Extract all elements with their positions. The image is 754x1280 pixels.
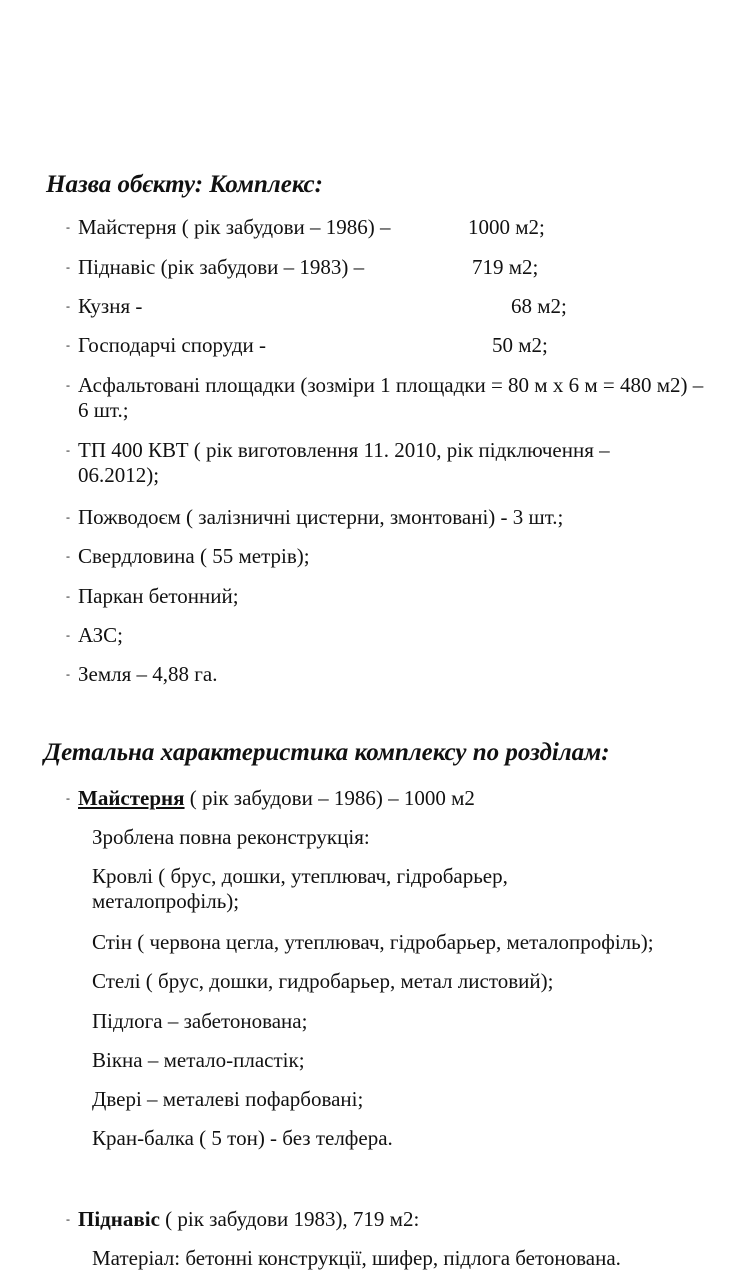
item-text: Пожводоєм ( залізничні цистерни, змонтовані) - 3 шт.;	[78, 505, 564, 529]
item-text: Піднавіс (рік забудови – 1983) –	[78, 255, 365, 279]
bullet-icon: -	[66, 378, 70, 392]
item-text: Майстерня ( рік забудови – 1986) –	[78, 215, 391, 239]
section-line: Вікна – метало-пластік;	[92, 1048, 305, 1072]
section-line: Зроблена повна реконструкція:	[92, 825, 370, 849]
bullet-icon: -	[66, 667, 70, 681]
bullet-icon: -	[66, 1212, 70, 1226]
item-text: Земля – 4,88 га.	[78, 662, 218, 686]
section-title: Майстерня	[78, 786, 185, 810]
bullet-icon: -	[66, 589, 70, 603]
section-title-workshop	[66, 786, 714, 811]
section-title-rest: ( рік забудови – 1986) – 1000 м2	[184, 786, 475, 810]
item-text: АЗС;	[78, 623, 124, 647]
section-title-canopy	[66, 1207, 714, 1232]
item-area: 68 м2;	[511, 294, 567, 318]
list-item	[66, 662, 714, 687]
item-text: Господарчі споруди -	[78, 333, 267, 357]
item-text: Асфальтовані площадки (зозміри 1 площадки = 80 м х 6 м = 480 м2) – 6 шт.;	[78, 373, 704, 422]
list-item	[66, 438, 666, 488]
section-line: Стелі ( брус, дошки, гидробарьер, метал листовий);	[92, 969, 554, 993]
item-text: ТП 400 КВТ ( рік виготовлення 11. 2010, рік підключення – 06.2012);	[78, 438, 610, 487]
item-text: Свердловина ( 55 метрів);	[78, 544, 310, 568]
bullet-icon: -	[66, 510, 70, 524]
list-item	[66, 255, 714, 280]
section-title-rest: ( рік забудови 1983), 719 м2:	[159, 1207, 420, 1231]
item-area: 50 м2;	[492, 333, 548, 357]
bullet-icon: -	[66, 220, 70, 234]
section-line: Стін ( червона цегла, утеплювач, гідробарьер, металопрофіль);	[92, 930, 654, 954]
list-item	[66, 373, 716, 423]
section-line: Матеріал: бетонні конструкції, шифер, підлога бетонована.	[92, 1246, 621, 1270]
bullet-icon: -	[66, 549, 70, 563]
section-line: Двері – металеві пофарбовані;	[92, 1087, 364, 1111]
list-item	[66, 505, 714, 530]
bullet-icon: -	[66, 443, 70, 457]
item-text: Кузня -	[78, 294, 143, 318]
bullet-icon: -	[66, 338, 70, 352]
heading-details: Детальна характеристика комплексу по розділам:	[44, 739, 610, 766]
section-line: Кран-балка ( 5 тон) - без телфера.	[92, 1126, 393, 1150]
section-line: Кровлі ( брус, дошки, утеплювач, гідробарьер, металопрофіль);	[92, 864, 508, 913]
section-title: Піднавіс	[78, 1207, 160, 1231]
bullet-icon: -	[66, 628, 70, 642]
bullet-icon: -	[66, 260, 70, 274]
list-item	[66, 544, 714, 569]
list-item	[66, 584, 714, 609]
bullet-icon: -	[66, 299, 70, 313]
item-area: 1000 м2;	[468, 215, 545, 239]
list-item	[66, 294, 714, 319]
section-line: Підлога – забетонована;	[92, 1009, 308, 1033]
heading-object: Назва обєкту: Комплекс:	[46, 171, 323, 198]
list-item	[66, 623, 714, 648]
item-area: 719 м2;	[472, 255, 539, 279]
item-text: Паркан бетонний;	[78, 584, 239, 608]
list-item	[66, 215, 714, 240]
list-item	[66, 333, 714, 358]
bullet-icon: -	[66, 791, 70, 805]
